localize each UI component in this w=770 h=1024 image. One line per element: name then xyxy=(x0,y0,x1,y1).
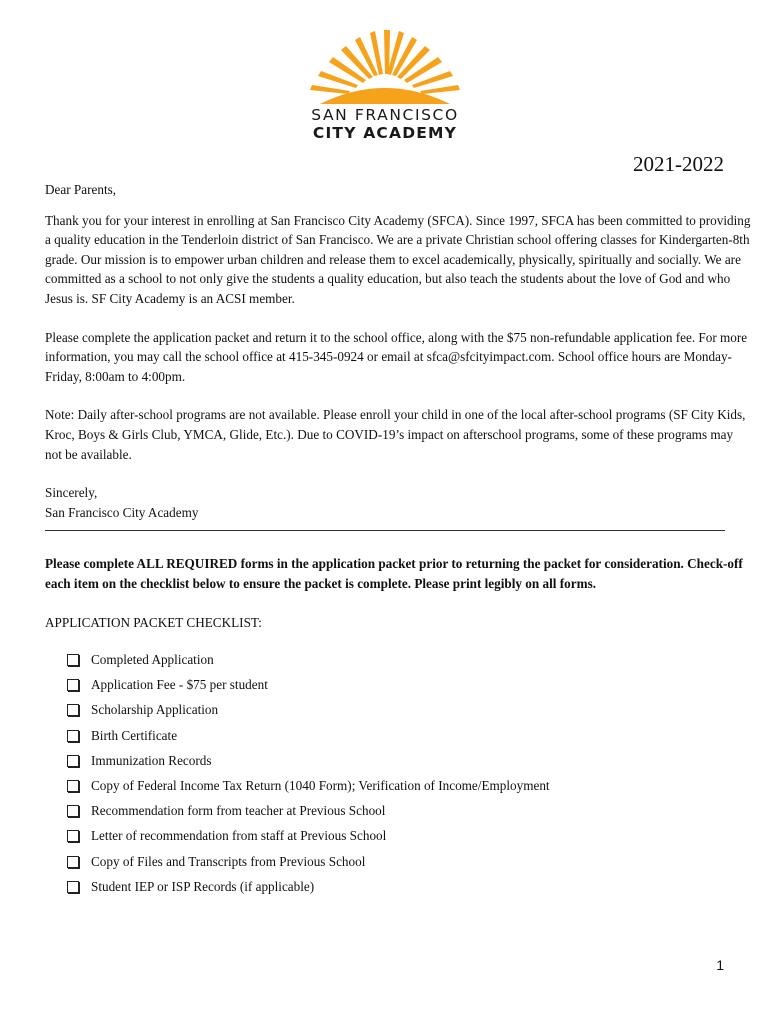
checklist-item xyxy=(67,852,753,877)
checklist-item xyxy=(67,650,753,675)
logo-text-city-academy: CITY ACADEMY xyxy=(312,124,458,142)
instructions-paragraph: Please complete the application packet and return it to the school office, along with the $75 non-refundable application fee. For more information, you may call the school office at 415-345-0924 or email at sfca@sfcityimpact.com. School office hours are Monday-Friday, 8:00am to 4:00pm. xyxy=(45,329,748,384)
logo-text-san-francisco: SAN FRANCISCO xyxy=(311,106,459,124)
checkbox-icon xyxy=(67,679,79,691)
checklist-item xyxy=(67,751,753,776)
checklist-item xyxy=(67,726,753,751)
checklist xyxy=(67,650,753,902)
checklist-item-label: Recommendation form from teacher at Previous School xyxy=(91,803,386,819)
checklist-item xyxy=(67,675,753,700)
checklist-item-label: Copy of Files and Transcripts from Previous School xyxy=(91,853,366,869)
closing: Sincerely, xyxy=(45,485,98,501)
page-number: 1 xyxy=(716,957,724,973)
checklist-item-label: Student IEP or ISP Records (if applicable) xyxy=(91,878,315,894)
checkbox-icon xyxy=(67,654,79,666)
checkbox-icon xyxy=(67,805,79,817)
checklist-item xyxy=(67,700,753,725)
checkbox-icon xyxy=(67,881,79,893)
checklist-item-label: Birth Certificate xyxy=(91,727,178,743)
signature: San Francisco City Academy xyxy=(45,504,199,520)
checkbox-icon xyxy=(67,704,79,716)
note-paragraph: Note: Daily after-school programs are not available. Please enroll your child in one of the local after-school programs (SF City Kids, Kroc, Boys & Girls Club, YMCA, Glide, Etc.). Due to COVID-19’s impact on afterschool programs, some of these programs may not be available. xyxy=(45,407,746,462)
checklist-title: APPLICATION PACKET CHECKLIST: xyxy=(45,614,262,630)
divider-line xyxy=(45,530,725,531)
sun-icon xyxy=(300,28,470,106)
letter-body xyxy=(45,180,753,902)
checkbox-icon xyxy=(67,856,79,868)
checkbox-icon xyxy=(67,730,79,742)
checkbox-icon xyxy=(67,830,79,842)
checklist-item-label: Scholarship Application xyxy=(91,702,219,718)
salutation: Dear Parents, xyxy=(45,182,117,197)
required-forms-notice: Please complete ALL REQUIRED forms in the application packet prior to returning the packet for consideration. Check-off each item on the checklist below to ensure the packet is complete. Please print legibly on all forms. xyxy=(45,556,743,591)
checklist-item-label: Letter of recommendation from staff at Previous School xyxy=(91,828,387,844)
checklist-item xyxy=(67,826,753,851)
checklist-item-label: Immunization Records xyxy=(91,752,212,768)
checklist-item xyxy=(67,776,753,801)
checklist-item-label: Application Fee - $75 per student xyxy=(91,677,268,693)
checklist-item-label: Completed Application xyxy=(91,652,214,668)
checklist-item-label: Copy of Federal Income Tax Return (1040 Form); Verification of Income/Employment xyxy=(91,778,550,794)
checkbox-icon xyxy=(67,755,79,767)
school-logo xyxy=(300,28,470,143)
checkbox-icon xyxy=(67,780,79,792)
checklist-item xyxy=(67,801,753,826)
school-year: 2021-2022 xyxy=(633,152,724,176)
checklist-item xyxy=(67,877,753,902)
intro-paragraph: Thank you for your interest in enrolling at San Francisco City Academy (SFCA). Since 1997, SFCA has been committed to providing a quality education in the Tenderloin district of San Francisco. We are a private Christian school offering classes for Kindergarten-8th grade. Our mission is to empower urban children and release them to excel academically, physically, spiritually and socially. We are committed as a school to not only give the students a quality education, but also teach the students about the love of God and who Jesus is. SF City Academy is an ACSI member. xyxy=(45,212,751,306)
